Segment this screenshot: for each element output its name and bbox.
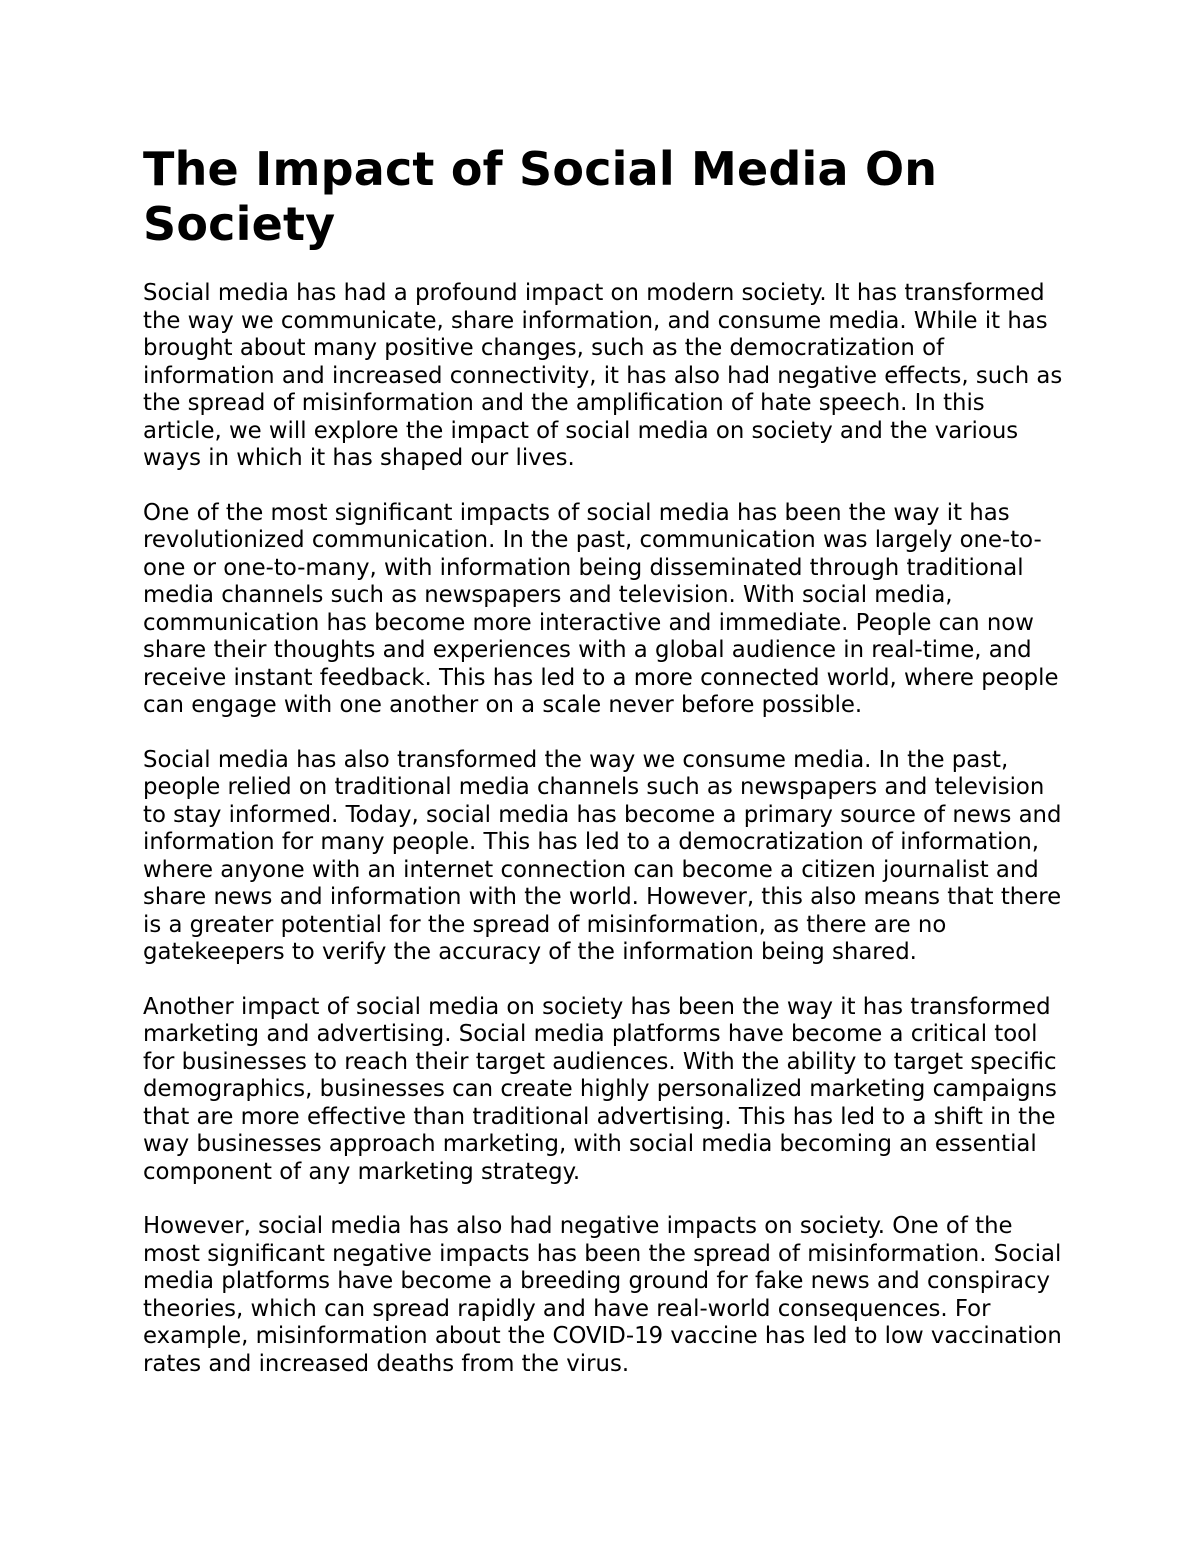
paragraph-marketing: Another impact of social media on society has been the way it has transformed marketing and advertising. Social media platforms have become a critical tool for businesses to reach their target audiences. With the ability to target specific demographics, businesses can create highly personalized marketing campaigns that are more effective than traditional advertising. This has led to a shift in the way businesses approach marketing, with social media becoming an essential component of any marketing strategy. bbox=[143, 993, 1057, 1185]
paragraph-media-consumption: Social media has also transformed the way we consume media. In the past, people relied on traditional media channels such as newspapers and television to stay informed. Today, social media has become a primary source of news and information for many people. This has led to a democratization of information, where anyone with an internet connection can become a citizen journalist and share news and information with the world. However, this also means that there is a greater potential for the spread of misinformation, as there are no gatekeepers to verify the accuracy of the information being shared. bbox=[143, 746, 1062, 965]
document-title: The Impact of Social Media On Society bbox=[143, 142, 938, 251]
paragraph-intro: Social media has had a profound impact on modern society. It has transformed the way we communicate, share information, and consume media. While it has brought about many positive changes, such as the democratization of information and increased connectivity, it has also had negative effects, such as the spread of misinformation and the amplification of hate speech. In this article, we will explore the impact of social media on society and the various ways in which it has shaped our lives. bbox=[143, 280, 1063, 471]
paragraph-negative-impacts: However, social media has also had negative impacts on society. One of the most significant negative impacts has been the spread of misinformation. Social media platforms have become a breeding ground for fake news and conspiracy theories, which can spread rapidly and have real-world consequences. For example, misinformation about the COVID-19 vaccine has led to low vaccination rates and increased deaths from the virus. bbox=[143, 1213, 1062, 1377]
paragraph-communication: One of the most significant impacts of social media has been the way it has revolutionized communication. In the past, communication was largely one-to-one or one-to-many, with information being disseminated through traditional media channels such as newspapers and television. With social media, communication has become more interactive and immediate. People can now share their thoughts and experiences with a global audience in real-time, and receive instant feedback. This has led to a more connected world, where people can engage with one another on a scale never before possible. bbox=[143, 499, 1059, 718]
document-body bbox=[143, 142, 1067, 1405]
